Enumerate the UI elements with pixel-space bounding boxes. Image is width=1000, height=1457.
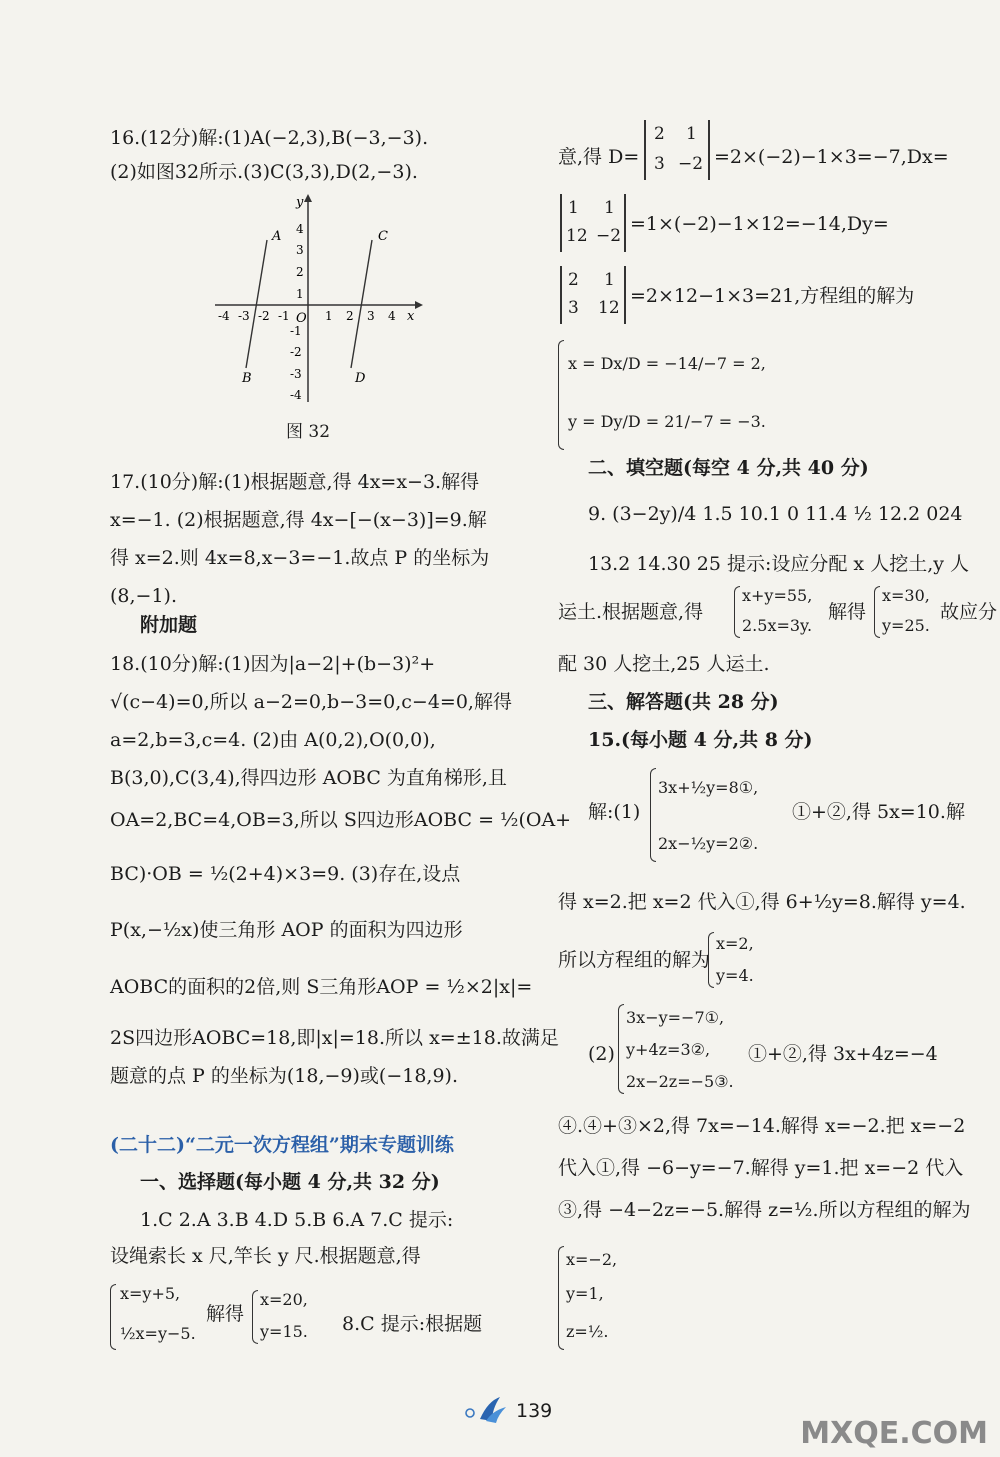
point-A: A bbox=[272, 229, 282, 244]
q15b-solution-y: y=1, bbox=[566, 1284, 604, 1303]
q18-line9: 2S四边形AOBC=18,即|x|=18.所以 x=±18.故满足 bbox=[110, 1027, 559, 1049]
det-D-result: =2×(−2)−1×3=−7,Dx= bbox=[714, 146, 949, 168]
mc-solution-y: y=15. bbox=[260, 1322, 308, 1341]
q15b-solution-x: x=−2, bbox=[566, 1250, 618, 1269]
section22-title: (二十二)“二元一次方程组”期末专题训练 bbox=[110, 1134, 454, 1156]
x-tick-labels bbox=[218, 309, 396, 323]
det-cell: 1 bbox=[568, 198, 579, 218]
det-cell: −2 bbox=[678, 154, 704, 174]
q15a-eq1: 3x+½y=8①, bbox=[658, 778, 759, 797]
det-cell: 2 bbox=[568, 270, 579, 290]
fill-system-eq2: 2.5x=3y. bbox=[742, 616, 813, 635]
y-tick: 3 bbox=[296, 243, 304, 257]
fill-solution-x: x=30, bbox=[882, 586, 930, 605]
y-axis-label: y bbox=[296, 195, 304, 210]
mc-solve-label: 解得 bbox=[206, 1303, 245, 1325]
y-tick: 1 bbox=[296, 287, 304, 301]
figure-caption: 图 32 bbox=[286, 422, 331, 442]
determinant-Dy bbox=[560, 266, 626, 324]
q15a-solution-y: y=4. bbox=[716, 966, 754, 985]
mc-solution-brace bbox=[252, 1290, 258, 1344]
q15-line2: 得 x=2.把 x=2 代入①,得 6+½y=8.解得 y=4. bbox=[558, 891, 966, 913]
fill-system-brace bbox=[734, 586, 740, 638]
x-tick: -3 bbox=[238, 309, 250, 323]
mc-title: 一、选择题(每小题 4 分,共 32 分) bbox=[140, 1171, 440, 1193]
fill-solve-label: 解得 bbox=[828, 601, 867, 623]
x-tick: 1 bbox=[325, 309, 333, 323]
x-tick: 4 bbox=[388, 309, 396, 323]
x-tick: 3 bbox=[367, 309, 375, 323]
q15b-solution-z: z=½. bbox=[566, 1322, 609, 1341]
mc-line1: 1.C 2.A 3.B 4.D 5.B 6.A 7.C 提示: bbox=[140, 1209, 454, 1231]
q18-line2: √(c−4)=0,所以 a−2=0,b−3=0,c−4=0,解得 bbox=[110, 691, 512, 713]
mc-tail: 8.C 提示:根据题 bbox=[342, 1313, 483, 1335]
x-axis-label: x bbox=[407, 309, 415, 324]
det-Dx-result: =1×(−2)−1×12=−14,Dy= bbox=[630, 213, 889, 235]
mc-system-brace bbox=[110, 1284, 116, 1350]
q15a-label: 解:(1) bbox=[588, 801, 641, 823]
y-tick: -1 bbox=[290, 324, 302, 338]
det-cell: 1 bbox=[604, 198, 615, 218]
mc-system-eq2: ½x=y−5. bbox=[120, 1324, 196, 1343]
q15a-brace bbox=[650, 768, 656, 862]
q15b-solution-brace bbox=[558, 1246, 564, 1350]
q16-line2: (2)如图32所示.(3)C(3,3),D(2,−3). bbox=[110, 161, 418, 183]
q15b-eq3: 2x−2z=−5③. bbox=[626, 1072, 734, 1091]
q17-line4: (8,−1). bbox=[110, 585, 178, 607]
q15b-label: (2) bbox=[588, 1043, 615, 1065]
q15b-tail: ①+②,得 3x+4z=−4 bbox=[748, 1043, 938, 1065]
q18-line5: OA=2,BC=4,OB=3,所以 S四边形AOBC = ½(OA+ bbox=[110, 809, 572, 831]
det-cell: 1 bbox=[604, 270, 615, 290]
fill-solution-y: y=25. bbox=[882, 616, 930, 635]
q15-line3: 所以方程组的解为 bbox=[558, 949, 711, 971]
x-tick: 2 bbox=[346, 309, 354, 323]
fill-line3b: 故应分 bbox=[940, 601, 998, 623]
q15-line6: 代入①,得 −6−y=−7.解得 y=1.把 x=−2 代入 bbox=[558, 1157, 964, 1179]
q15-line5: ④.④+③×2,得 7x=−14.解得 x=−2.把 x=−2 bbox=[558, 1115, 966, 1137]
q18-line1: 18.(10分)解:(1)因为|a−2|+(b−3)²+ bbox=[110, 653, 436, 675]
page-number: 139 bbox=[516, 1400, 553, 1422]
q18-line3: a=2,b=3,c=4. (2)由 A(0,2),O(0,0), bbox=[110, 729, 436, 751]
y-tick: -3 bbox=[290, 367, 302, 381]
fill-solution-brace bbox=[874, 586, 880, 638]
q17-line3: 得 x=2.则 4x=8,x−3=−1.故点 P 的坐标为 bbox=[110, 547, 490, 569]
cramer-brace bbox=[558, 340, 564, 450]
fill-line4: 配 30 人挖土,25 人运土. bbox=[558, 653, 770, 675]
q15b-eq1: 3x−y=−7①, bbox=[626, 1008, 725, 1027]
cramer-x: x = Dx/D = −14/−7 = 2, bbox=[568, 354, 766, 373]
det-cell: 3 bbox=[654, 154, 665, 174]
fill-line2: 13.2 14.30 25 提示:设应分配 x 人挖土,y 人 bbox=[588, 553, 970, 575]
q15a-tail: ①+②,得 5x=10.解 bbox=[792, 801, 965, 823]
q18-line6: BC)·OB = ½(2+4)×3=9. (3)存在,设点 bbox=[110, 863, 461, 885]
y-tick: 4 bbox=[296, 222, 304, 236]
cramer-y: y = Dy/D = 21/−7 = −3. bbox=[568, 412, 766, 431]
watermark: MXQE.COM bbox=[800, 1416, 988, 1451]
q17-line2: x=−1. (2)根据题意,得 4x−[−(x−3)]=9.解 bbox=[110, 509, 487, 531]
determinant-D bbox=[644, 120, 710, 180]
mc-line2: 设绳索长 x 尺,竿长 y 尺.根据题意,得 bbox=[110, 1245, 421, 1267]
x-tick: -1 bbox=[278, 309, 290, 323]
q18-line8: AOBC的面积的2倍,则 S三角形AOP = ½×2|x|= bbox=[110, 976, 533, 998]
answer-title: 三、解答题(共 28 分) bbox=[588, 691, 779, 713]
det-cell: −2 bbox=[596, 226, 622, 246]
extra-title: 附加题 bbox=[140, 614, 198, 636]
q15b-eq2: y+4z=3②, bbox=[626, 1040, 711, 1059]
fill-line3a: 运土.根据题意,得 bbox=[558, 601, 704, 623]
det-cell: 12 bbox=[566, 226, 588, 246]
x-tick: -2 bbox=[258, 309, 270, 323]
q15-line7: ③,得 −4−2z=−5.解得 z=½.所以方程组的解为 bbox=[558, 1199, 971, 1221]
det-cell: 3 bbox=[568, 298, 579, 318]
coordinate-graph bbox=[210, 192, 425, 407]
det-intro: 意,得 D= bbox=[558, 146, 640, 168]
x-tick: -4 bbox=[218, 309, 230, 323]
determinant-Dx bbox=[560, 194, 626, 252]
det-cell: 1 bbox=[686, 124, 697, 144]
fill-title: 二、填空题(每空 4 分,共 40 分) bbox=[588, 457, 869, 479]
det-cell: 2 bbox=[654, 124, 665, 144]
mc-system-eq1: x=y+5, bbox=[120, 1284, 181, 1303]
mc-solution-x: x=20, bbox=[260, 1290, 308, 1309]
q15a-solution-brace bbox=[708, 932, 714, 988]
point-D: D bbox=[355, 371, 366, 386]
fill-system-eq1: x+y=55, bbox=[742, 586, 813, 605]
point-C: C bbox=[378, 229, 388, 244]
fill-line1: 9. (3−2y)/4 1.5 10.1 0 11.4 ½ 12.2 024 bbox=[588, 503, 963, 525]
point-B: B bbox=[242, 371, 252, 386]
y-tick: 2 bbox=[296, 265, 304, 279]
origin-label: O bbox=[296, 311, 307, 326]
q17-line1: 17.(10分)解:(1)根据题意,得 4x=x−3.解得 bbox=[110, 471, 480, 493]
y-tick: -4 bbox=[290, 388, 302, 402]
q15a-eq2: 2x−½y=2②. bbox=[658, 834, 759, 853]
det-cell: 12 bbox=[598, 298, 620, 318]
line-AB bbox=[246, 240, 267, 368]
line-CD bbox=[351, 240, 372, 368]
det-Dy-result: =2×12−1×3=21,方程组的解为 bbox=[630, 285, 915, 307]
q15b-brace bbox=[618, 1004, 624, 1094]
q15a-solution-x: x=2, bbox=[716, 934, 754, 953]
q15-title: 15.(每小题 4 分,共 8 分) bbox=[588, 729, 813, 751]
y-tick: -2 bbox=[290, 345, 302, 359]
q18-line10: 题意的点 P 的坐标为(18,−9)或(−18,9). bbox=[110, 1065, 459, 1087]
q18-line4: B(3,0),C(3,4),得四边形 AOBC 为直角梯形,且 bbox=[110, 767, 507, 789]
publisher-logo-icon bbox=[462, 1393, 510, 1427]
q18-line7: P(x,−½x)使三角形 AOP 的面积为四边形 bbox=[110, 919, 463, 941]
q16-line1: 16.(12分)解:(1)A(−2,3),B(−3,−3). bbox=[110, 127, 429, 149]
